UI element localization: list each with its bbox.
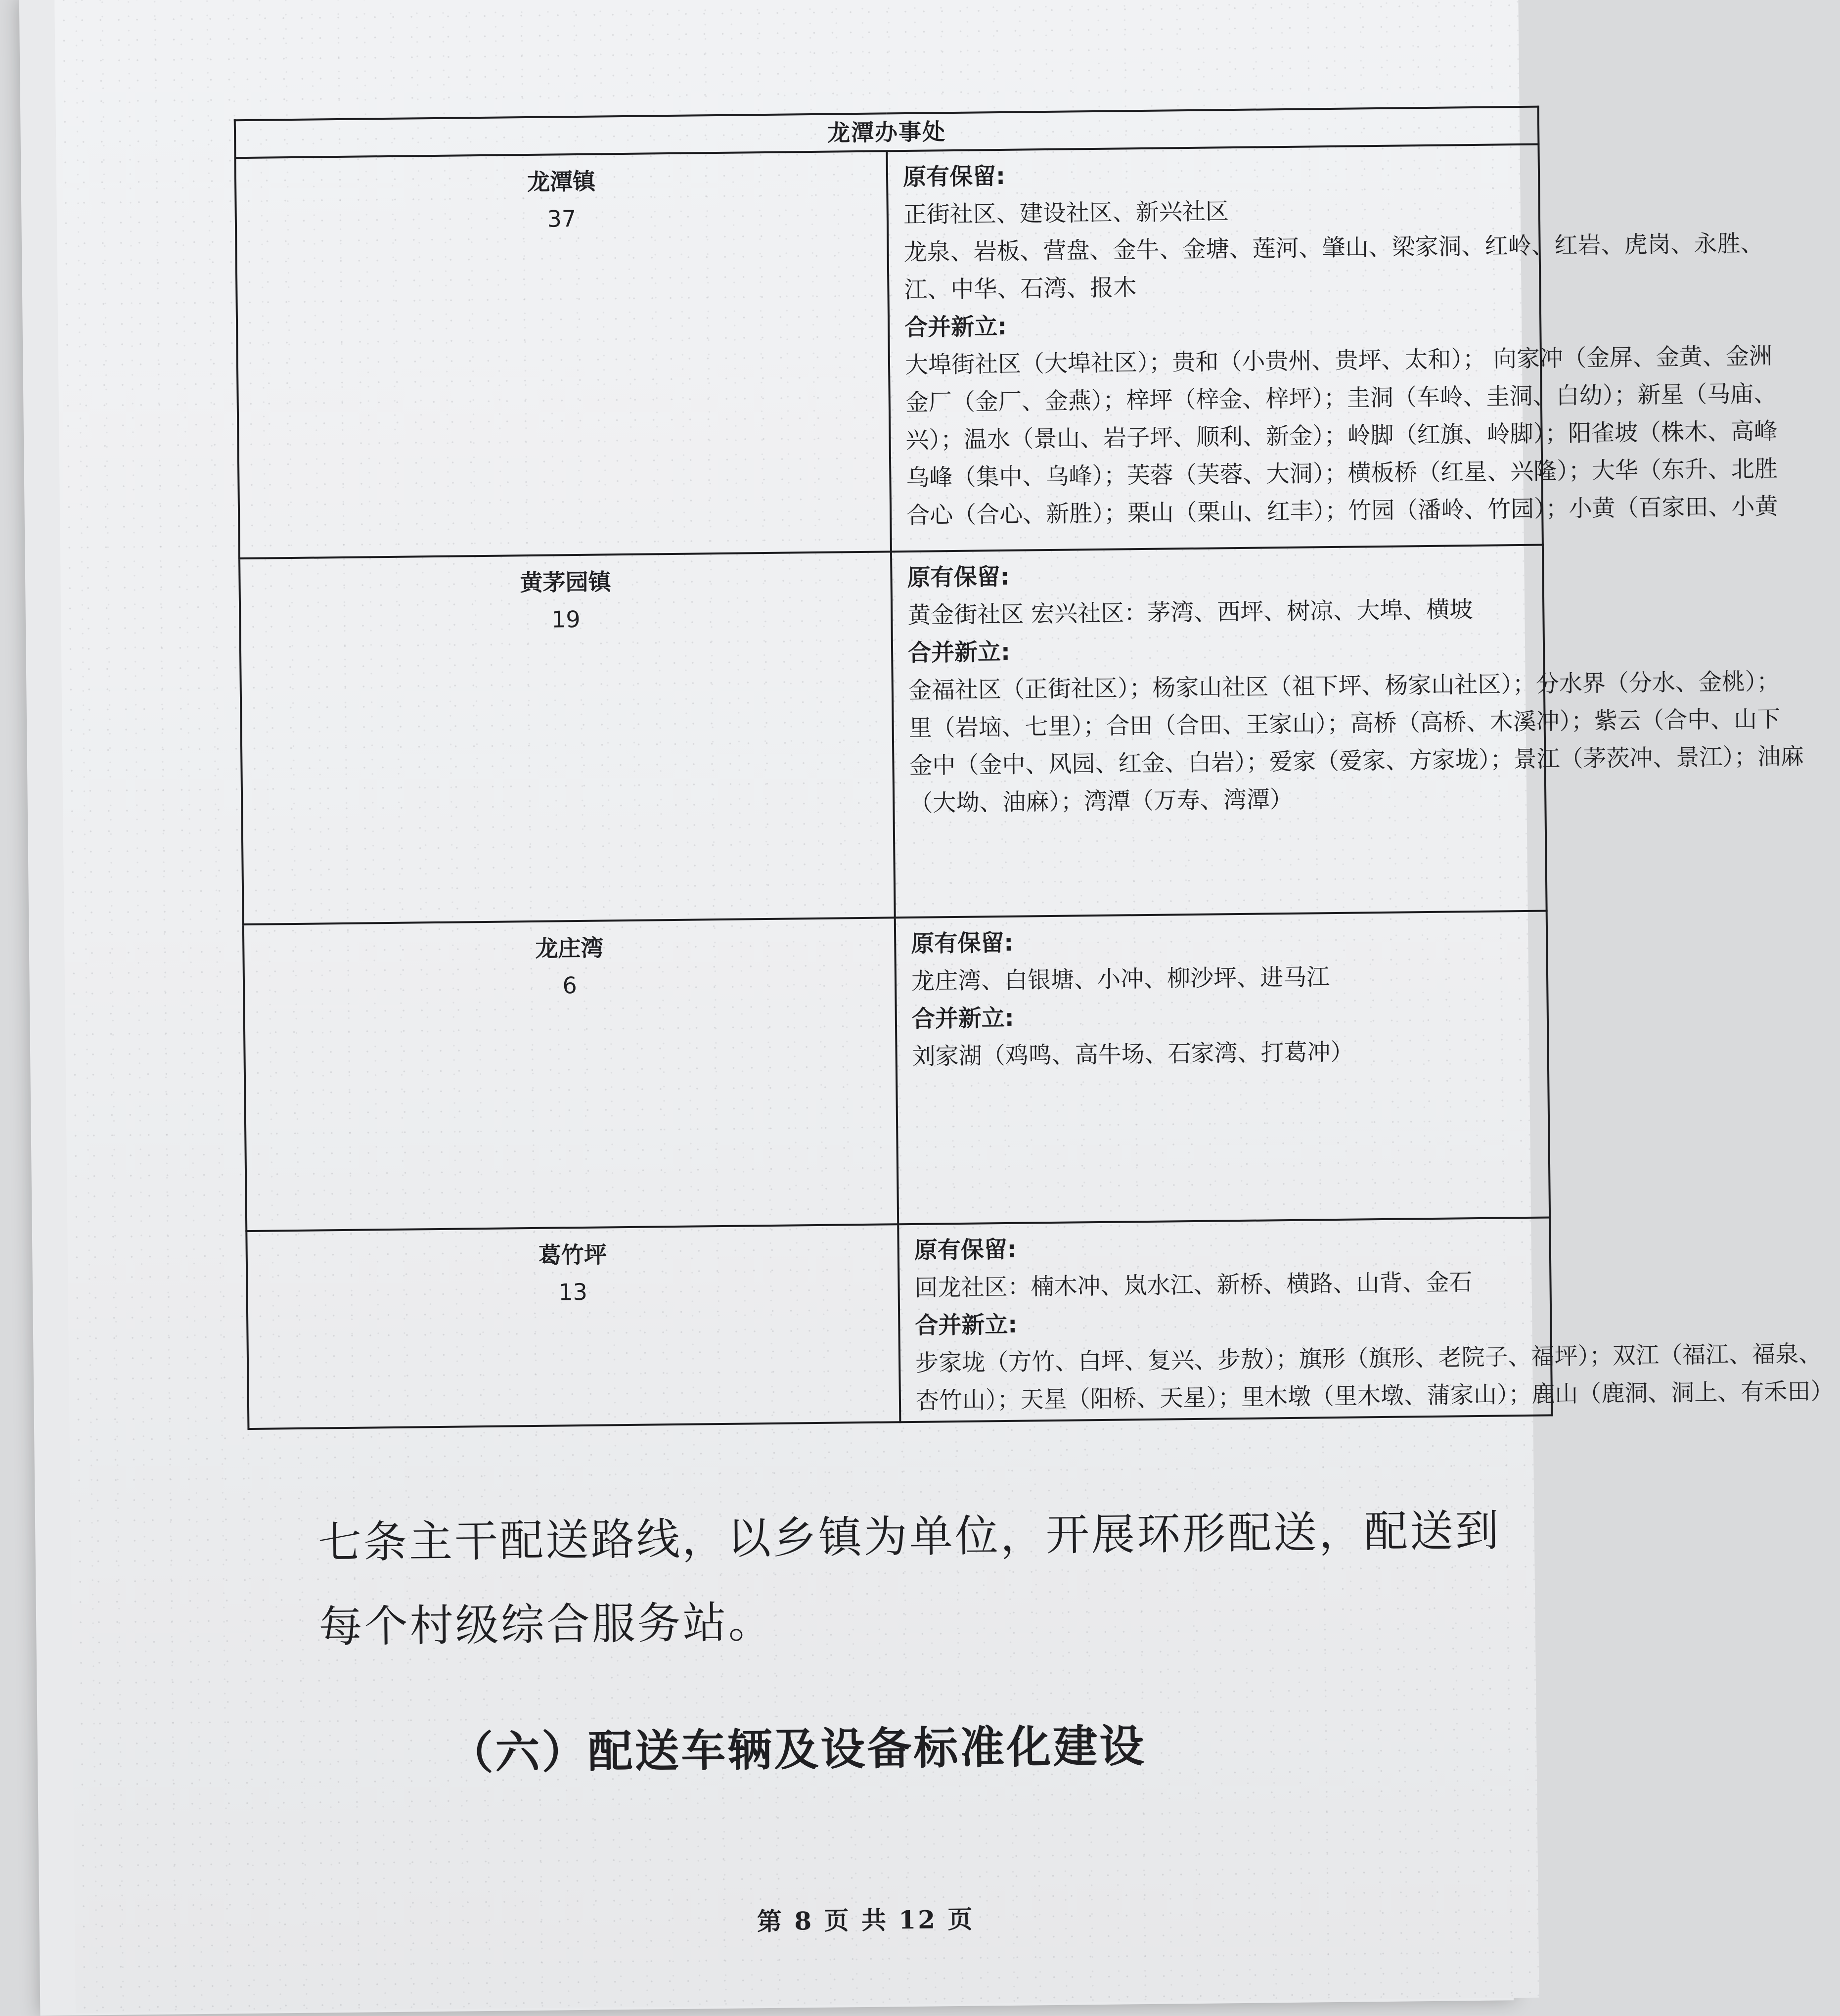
- merged-line: 兴）；温水（景山、岩子坪、顺利、新金）；岭脚（红旗、岭脚）；阳雀坡（株木、高峰: [905, 417, 1778, 455]
- merged-line: 金厂（金厂、金燕）；梓坪（梓金、梓坪）；圭洞（车岭、圭洞、白幼）；新星（马庙、: [905, 380, 1777, 417]
- detail-cell: [898, 1217, 1834, 1422]
- merged-line: 里（岩垴、七里）；合田（合田、王家山）；高桥（高桥、木溪冲）；紫云（合中、山下: [908, 705, 1781, 742]
- village-merger-table: [234, 106, 1834, 1430]
- merged-line: 杏竹山）；天星（阳桥、天星）；里木墩（里木墩、蒲家山）；鹿山（鹿洞、洞上、有禾田）: [915, 1377, 1834, 1415]
- retained-heading: 原有保留:: [914, 1236, 1017, 1264]
- merged-line: 金中（金中、风园、红金、白岩）；爱家（爱家、方家垅）；景江（茅茨冲、景江）；油麻: [909, 743, 1804, 779]
- detail-cell: [887, 144, 1778, 552]
- town-cell: [239, 551, 895, 924]
- table-row: [235, 144, 1543, 559]
- retained-line: 回龙社区：楠木冲、岚水江、新桥、横路、山背、金石: [914, 1269, 1473, 1302]
- merged-heading: 合并新立:: [907, 638, 1011, 667]
- town-name: 葛竹坪: [538, 1241, 607, 1269]
- retained-heading: 原有保留:: [907, 563, 1010, 592]
- table-row: [239, 545, 1547, 925]
- table-row: [243, 911, 1550, 1232]
- merged-line: 金福社区（正街社区）；杨家山社区（祖下坪、杨家山社区）；分水界（分水、金桃）；: [908, 668, 1780, 704]
- merged-line: （大坳、油麻）；湾潭（万寿、湾潭）: [909, 785, 1294, 817]
- retained-line: 龙庄湾、白银塘、小冲、柳沙坪、进马江: [911, 963, 1330, 995]
- retained-line: 江、中华、石湾、报木: [904, 274, 1137, 304]
- retained-line: 正街社区、建设社区、新兴社区: [903, 198, 1229, 229]
- merged-line: 大埠街社区（大埠社区）；贵和（小贵州、贵坪、太和）； 向家冲（金屏、金黄、金洲: [904, 342, 1773, 379]
- body-paragraph: [317, 1489, 1502, 1669]
- table-title: 龙潭办事处: [235, 107, 1539, 158]
- retained-line: 黄金街社区 宏兴社区：茅湾、西坪、树凉、大埠、横坡: [907, 596, 1473, 630]
- town-cell: [246, 1224, 900, 1429]
- town-name: 龙庄湾: [535, 934, 604, 962]
- merged-line: 乌峰（集中、乌峰）；芙蓉（芙蓉、大洞）；横板桥（红星、兴隆）；大华（东升、北胜: [906, 455, 1778, 492]
- document-page: [54, 0, 1834, 2013]
- town-cell: [243, 917, 898, 1231]
- village-count: 37: [547, 205, 577, 232]
- body-line: 七条主干配送路线，以乡镇为单位，开展环形配送，配送到: [317, 1505, 1501, 1568]
- merged-line: 步家垅（方竹、白坪、复兴、步敖）；旗形（旗形、老院子、福坪）；双江（福江、福泉、: [915, 1340, 1822, 1377]
- section-heading: （六）配送车辆及设备标准化建设: [448, 1720, 1146, 1780]
- page-number: 第 8 页 共 12 页: [757, 1904, 975, 1936]
- table-row: [246, 1217, 1552, 1429]
- retained-heading: 原有保留:: [902, 162, 1006, 191]
- merged-heading: 合并新立:: [911, 1004, 1014, 1033]
- merged-heading: 合并新立:: [904, 313, 1007, 342]
- town-name: 龙潭镇: [527, 168, 596, 196]
- town-cell: [235, 151, 891, 558]
- body-line: 每个村级综合服务站。: [318, 1596, 774, 1652]
- detail-cell: [891, 545, 1804, 918]
- retained-heading: 原有保留:: [911, 929, 1014, 958]
- merged-line: 刘家湖（鸡鸣、高牛场、石家湾、打葛冲）: [912, 1038, 1354, 1070]
- village-count: 13: [558, 1278, 588, 1306]
- town-name: 黄茅园镇: [520, 568, 611, 596]
- merged-heading: 合并新立:: [915, 1311, 1018, 1339]
- merged-line: 合心（合心、新胜）；栗山（栗山、红丰）；竹园（潘岭、竹园）；小黄（百家田、小黄: [906, 493, 1778, 530]
- village-count: 6: [562, 972, 578, 999]
- village-count: 19: [551, 605, 581, 633]
- detail-cell: [895, 911, 1550, 1225]
- retained-line: 龙泉、岩板、营盘、金牛、金塘、莲河、肇山、梁家洞、红岭、红岩、虎岗、永胜、: [903, 229, 1764, 267]
